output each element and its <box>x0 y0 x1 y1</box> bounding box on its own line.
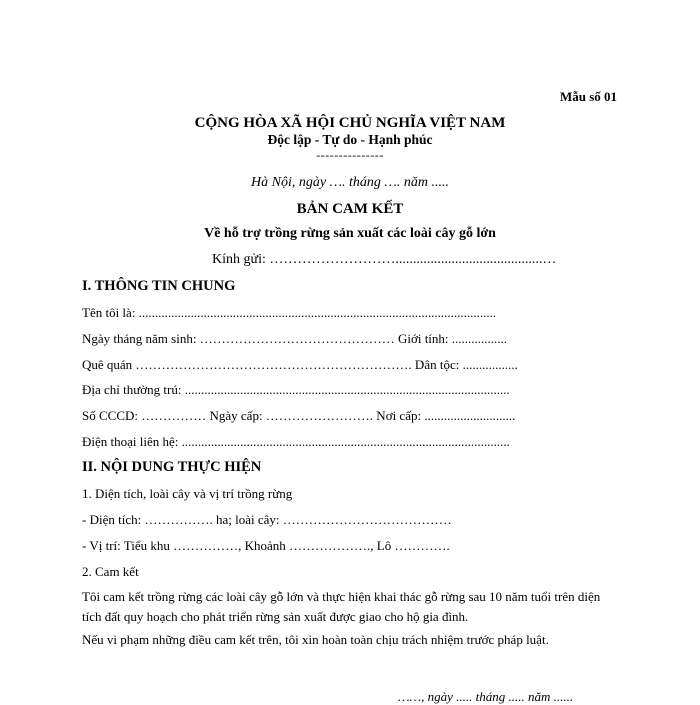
field-hometown-ethnicity: Quê quán ………………………………………………………. Dân tộc: ................. <box>82 357 518 372</box>
violation-paragraph: Nếu vi phạm những điều cam kết trên, tôi xin hoàn toàn chịu trách nhiệm trước pháp luật. <box>82 632 549 647</box>
signature-date-line: ……, ngày ..... tháng ..... năm ...... <box>398 689 574 704</box>
form-number: Mẫu số 01 <box>559 89 617 104</box>
commitment-paragraph: Tôi cam kết trồng rừng các loài cây gỗ lớn và thực hiện khai thác gỗ rừng sau 10 năm tuổi trên diện tích đất quy hoạch cho phát triển rừng sản xuất được giao cho hộ gia đình. <box>82 589 601 624</box>
place-date-line: Hà Nội, ngày …. tháng …. năm ..... <box>251 175 449 190</box>
field-permanent-address: Địa chỉ thường trú: .................................................................................................... <box>82 382 510 397</box>
header-separator: --------------- <box>316 148 384 162</box>
item-area-species-location-title: 1. Diện tích, loài cây và vị trí trồng rừng <box>82 486 293 501</box>
country-name: CỘNG HÒA XÃ HỘI CHỦ NGHĨA VIỆT NAM <box>194 115 506 131</box>
item-commitment-title: 2. Cam kết <box>82 564 139 579</box>
document-title: BẢN CAM KẾT <box>296 201 404 217</box>
section-general-info-heading: I. THÔNG TIN CHUNG <box>82 278 236 294</box>
document-subtitle: Về hỗ trợ trồng rừng sản xuất các loài cây gỗ lớn <box>204 226 496 241</box>
field-full-name: Tên tôi là: .............................................................................................................. <box>82 305 497 320</box>
recipient-line: Kính gửi: ………………………..........................................… <box>212 252 557 267</box>
field-phone: Điện thoại liên hệ: ..................................................................................................... <box>82 434 510 449</box>
section-implementation-heading: II. NỘI DUNG THỰC HIỆN <box>82 459 262 475</box>
field-location: - Vị trí: Tiểu khu ……………, Khoảnh ………………., Lô …………. <box>82 538 450 553</box>
field-id-card: Số CCCD: …………… Ngày cấp: ……………………. Nơi cấp: ............................ <box>82 408 516 423</box>
field-area-species: - Diện tích: ……………. ha; loài cây: ………………………………… <box>82 512 452 527</box>
national-motto: Độc lập - Tự do - Hạnh phúc <box>267 132 433 147</box>
field-birth-date-gender: Ngày tháng năm sinh: ……………………………………… Giới tính: ................. <box>82 331 508 346</box>
